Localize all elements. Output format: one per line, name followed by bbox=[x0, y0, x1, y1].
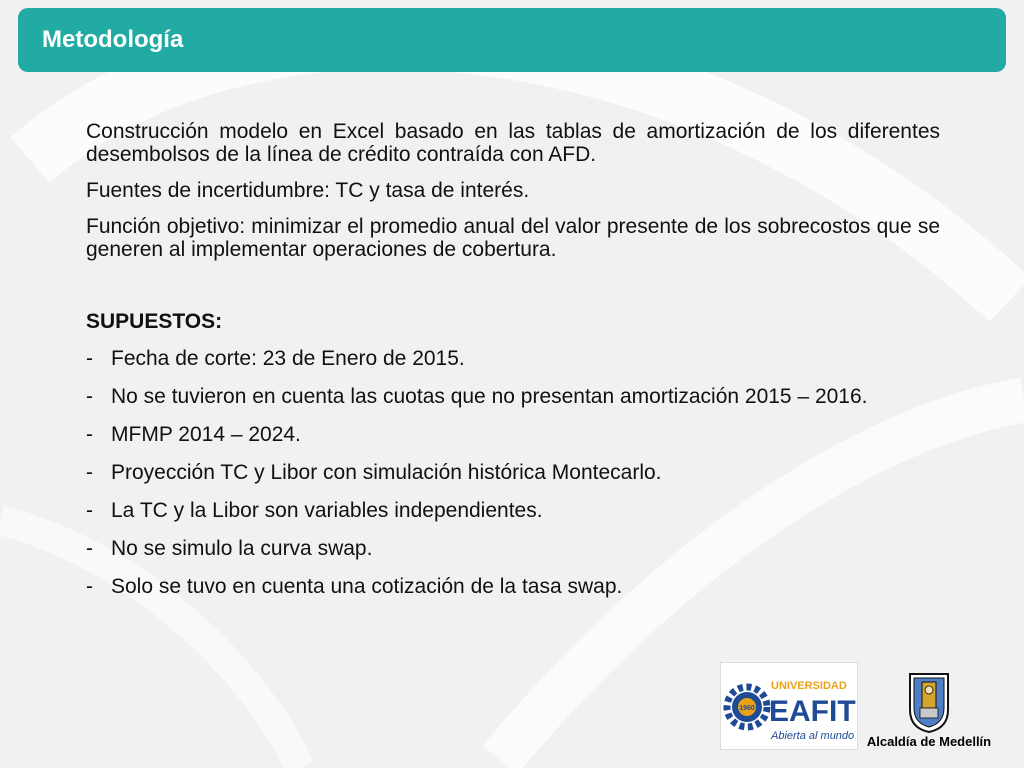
intro-paragraph-2: Fuentes de incertidumbre: TC y tasa de interés. bbox=[86, 179, 530, 202]
intro-paragraph-3: Función objetivo: minimizar el promedio anual del valor presente de los sobrecostos que se generen al implementar operaciones de cobertura. bbox=[86, 215, 940, 261]
eafit-logo bbox=[720, 662, 858, 750]
medellin-shield-icon bbox=[858, 668, 1000, 734]
svg-text:1960: 1960 bbox=[739, 705, 755, 712]
supuestos-item-text: No se tuvieron en cuenta las cuotas que no presentan amortización 2015 – 2016. bbox=[111, 385, 868, 408]
supuestos-item bbox=[86, 499, 940, 522]
supuestos-list bbox=[86, 347, 940, 598]
supuestos-item-text: Solo se tuvo en cuenta una cotización de la tasa swap. bbox=[111, 575, 623, 598]
supuestos-item bbox=[86, 575, 940, 598]
eafit-logo-graphic bbox=[721, 663, 857, 749]
dash-marker: - bbox=[86, 499, 93, 522]
supuestos-heading: SUPUESTOS: bbox=[86, 310, 223, 333]
slide-content bbox=[86, 120, 940, 613]
dash-marker: - bbox=[86, 537, 93, 560]
supuestos-item-text: Fecha de corte: 23 de Enero de 2015. bbox=[111, 347, 465, 370]
eafit-slogan-text: Abierta al mundo bbox=[771, 730, 855, 742]
supuestos-item bbox=[86, 347, 940, 370]
dash-marker: - bbox=[86, 347, 93, 370]
intro-paragraph-1: Construcción modelo en Excel basado en las tablas de amortización de los diferentes desembolsos de la línea de crédito contraída con AFD. bbox=[86, 120, 940, 166]
supuestos-item-text: MFMP 2014 – 2024. bbox=[111, 423, 301, 446]
supuestos-item bbox=[86, 461, 940, 484]
dash-marker: - bbox=[86, 385, 93, 408]
supuestos-item-text: La TC y la Libor son variables independientes. bbox=[111, 499, 543, 522]
gear-icon bbox=[727, 687, 767, 727]
dash-marker: - bbox=[86, 575, 93, 598]
supuestos-item bbox=[86, 423, 940, 446]
dash-marker: - bbox=[86, 461, 93, 484]
title-bar bbox=[18, 8, 1006, 72]
supuestos-item bbox=[86, 537, 940, 560]
eafit-university-text: UNIVERSIDAD bbox=[771, 680, 847, 692]
alcaldia-logo bbox=[858, 668, 1000, 758]
eafit-name-text: EAFIT bbox=[769, 695, 856, 728]
supuestos-item-text: Proyección TC y Libor con simulación histórica Montecarlo. bbox=[111, 461, 662, 484]
supuestos-item bbox=[86, 385, 940, 408]
slide-title: Metodología bbox=[42, 26, 184, 53]
alcaldia-text: Alcaldía de Medellín bbox=[866, 734, 992, 749]
dash-marker: - bbox=[86, 423, 93, 446]
supuestos-item-text: No se simulo la curva swap. bbox=[111, 537, 373, 560]
